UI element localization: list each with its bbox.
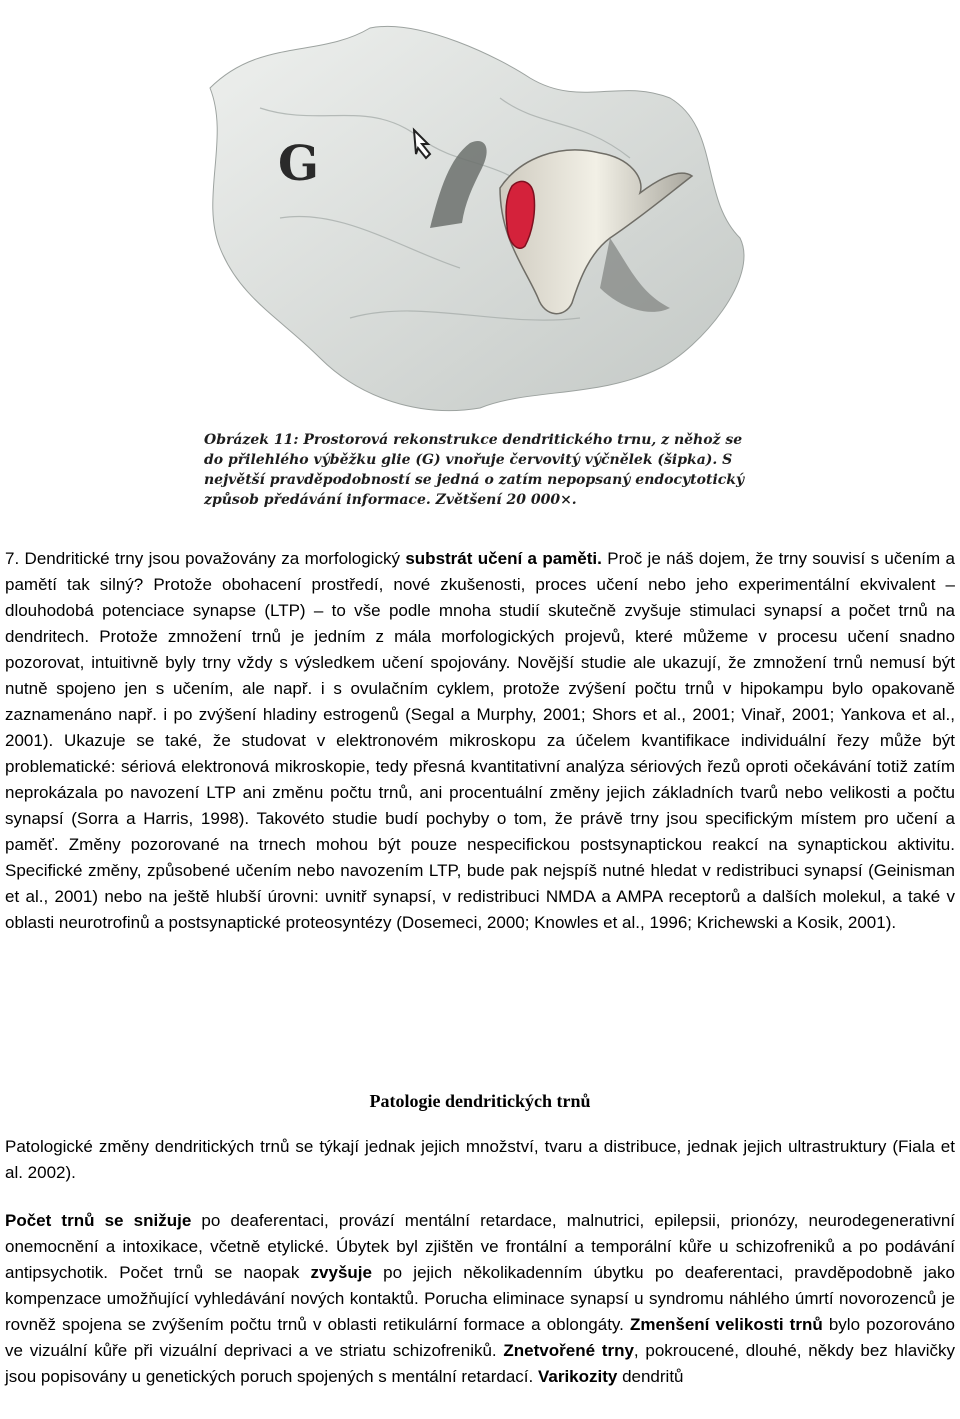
figure-label-g: G [278,136,319,192]
glia-process [210,26,744,410]
paragraph-spine-count: Počet trnů se snižuje po deaferentaci, provází mentální retardace, malnutrici, epilepsii, prionózy, neurodegenerativní onemocnění a intoxikace, včetně etylické. Úbytek byl zjištěn ve frontální a temporální kůře u schizofreniků a po podávání antipsychotik. Počet trnů se naopak zvyšuje po jejich několikadenním úbytku po deaferentaci, pravděpodobně jako kompenzace umožňující vyhledávání nových kontaktů. Porucha eliminace synapsí u syndromu náhlého úmrtí novorozenců je rovněž spojena se zvýšením počtu trnů v oblasti retikulární formace a oblongáty. Zmenšení velikosti trnů bylo pozorováno ve vizuální kůře při vizuální deprivaci a ve striatu schizofreniků. Znetvořené trny, pokroucené, dlouhé, někdy bez hlavičky jsou popisovány u genetických poruch spojených s mentální retardací. Varikozity dendritů [5,1211,956,1386]
section-heading: Patologie dendritických trnů [369,1091,591,1111]
figure-caption: Obrázek 11: Prostorová rekonstrukce dendritického trnu, z něhož se do přilehlého výběžku glie (G) vnořuje červovitý výčnělek (šipka). S největší pravděpodobností se jedná o zatím nepopsaný endocytotický způsob předávání informace. Zvětšení 20 000×. [204,432,745,508]
paragraph-learning: 7. Dendritické trny jsou považovány za morfologický substrát učení a paměti. Proč je náš dojem, že trny souvisí s učením a pamětí tak silný? Protože obohacení prostředí, nové zkušenosti, proces učení nebo jeho experimentální ekvivalent – dlouhodobá potenciace synapse (LTP) – to vše podle mnoha studií skutečně zvyšuje stimulaci synapsí a počet trnů na dendritech. Protože zmnožení trnů je jedním z mála morfologických projevů, které můžeme v procesu učení snadno pozorovat, intuitivně byly trny vždy s výsledkem učení spojovány. Novější studie ale ukazují, že zmnožení trnů nemusí být nutně spojeno jen s učením, ale např. i s ovulačním cyklem, protože zvýšení počtu trnů v hipokampu bylo opakovaně zaznamenáno např. i po zvýšení hladiny estrogenů (Segal a Murphy, 2001; Shors et al., 2001; Vinař, 2001; Yankova et al., 2001). Ukazuje se také, že studovat v elektronovém mikroskopu za účelem kvantifikace individuální řezy může být problematické: sériová elektronová mikroskopie, tedy přesná kvantitativní analýza sériových řezů oproti očekávání totiž zatím neprokázala po navození LTP ani změnu počtu trnů, ani procentuální změny jejich základních tvarů nebo velikosti a počtu synapsí (Sorra a Harris, 1998). Takovéto studie budí pochyby o tom, že právě trny jsou specifickým místem pro učení a paměť. Změny pozorované na trnech mohou být pouze nespecifickou postsynaptickou reakcí na synaptickou aktivitu. Specifické změny, způsobené učením nebo navozením LTP, bude pak nejspíš nutné hledat v redistribuci synapsí (Geinisman et al., 2001) nebo na ještě hlubší úrovni: uvnitř synapsí, v redistribuci NMDA a AMPA receptorů a dalších molekul, a také v oblasti neurotrofinů a postsynaptické proteosyntézy (Dosemeci, 2000; Knowles et al., 1996; Krichewski a Kosik, 2001). [5,549,955,932]
figure-image [200,18,760,422]
dendritic-spine-reconstruction [200,18,760,422]
paragraph-pathology-intro: Patologické změny dendritických trnů se týkají jednak jejich množství, tvaru a distribuce, jednak jejich ultrastruktury (Fiala et al. 2002). [5,1137,955,1182]
